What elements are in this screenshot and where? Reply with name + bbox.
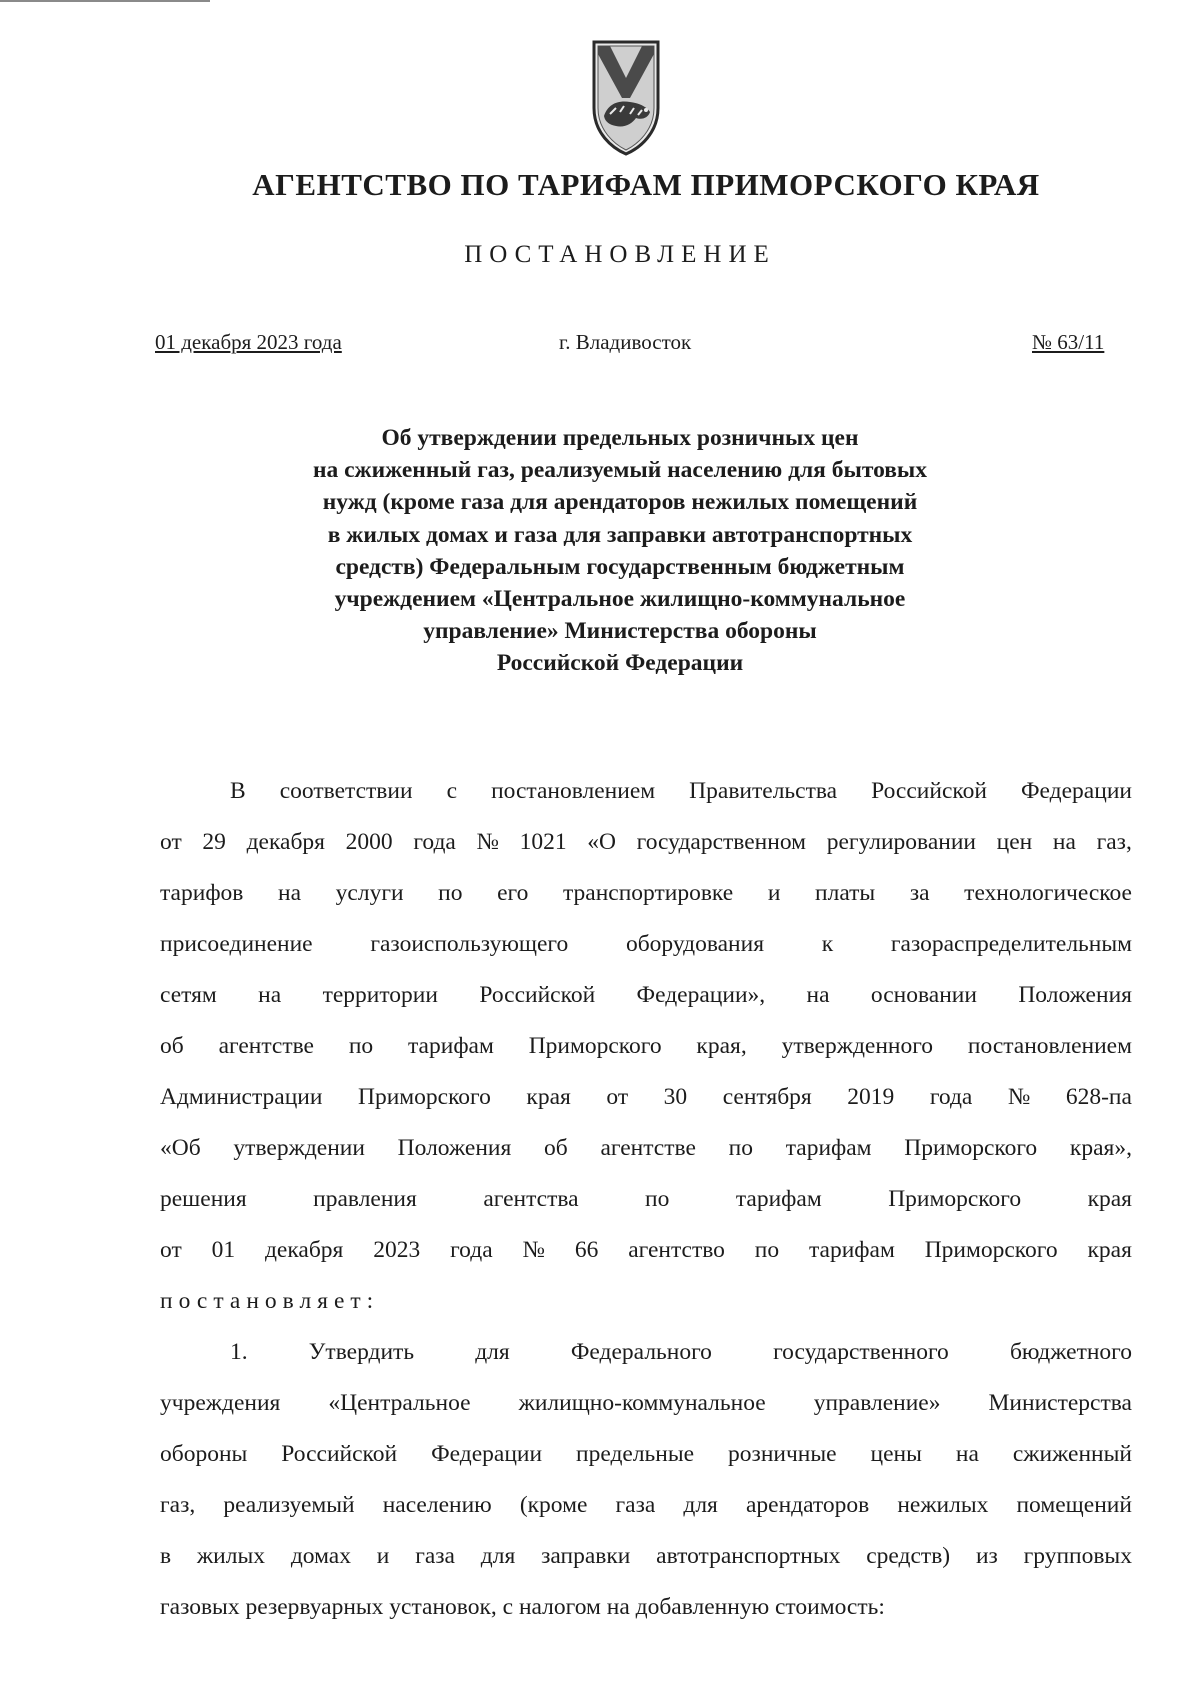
body-word: соответствии bbox=[279, 778, 413, 804]
body-line bbox=[160, 1084, 1132, 1135]
body-word: Утвердить bbox=[308, 1339, 415, 1365]
body-word: технологическое bbox=[964, 880, 1132, 906]
body-word: территории bbox=[322, 982, 438, 1008]
body-word: газа bbox=[415, 1543, 455, 1569]
body-word: газ, bbox=[1096, 829, 1132, 855]
title-line: в жилых домах и газа для заправки автотранспортных bbox=[327, 521, 913, 548]
body-word: домах bbox=[290, 1543, 351, 1569]
title-line: средств) Федеральным государственным бюджетным bbox=[335, 553, 905, 580]
body-word: агентстве bbox=[600, 1135, 696, 1161]
body-word: тарифам bbox=[408, 1033, 494, 1059]
body-word: автотранспортных bbox=[656, 1543, 841, 1569]
body-word: края bbox=[526, 1084, 571, 1110]
body-word: 1021 bbox=[519, 829, 567, 855]
body-word: для bbox=[683, 1492, 718, 1518]
body-word: 66 bbox=[574, 1237, 599, 1263]
body-word: присоединение bbox=[160, 931, 313, 957]
body-line bbox=[160, 1237, 1132, 1288]
body-word: 1. bbox=[230, 1339, 248, 1365]
body-word: по bbox=[728, 1135, 753, 1161]
body-word: государственном bbox=[636, 829, 807, 855]
body-word: на bbox=[1052, 829, 1076, 855]
body-word: средств) bbox=[866, 1543, 951, 1569]
body-word: на bbox=[258, 982, 282, 1008]
body-word: в bbox=[160, 1543, 172, 1569]
title-line: Российской Федерации bbox=[496, 650, 744, 677]
body-word: года bbox=[450, 1237, 493, 1263]
body-word: газоиспользующего bbox=[370, 931, 569, 957]
document-type: ПОСТАНОВЛЕНИЕ bbox=[464, 241, 776, 268]
body-word: 628-па bbox=[1065, 1084, 1132, 1110]
body-word: от bbox=[160, 829, 182, 855]
body-word: групповых bbox=[1023, 1543, 1132, 1569]
body-word: реализуемый bbox=[223, 1492, 355, 1518]
body-word: края, bbox=[696, 1033, 747, 1059]
body-word: газораспределительным bbox=[890, 931, 1132, 957]
body-word: Положения bbox=[1018, 982, 1132, 1008]
body-line bbox=[160, 1543, 1132, 1594]
body-word: цены bbox=[870, 1441, 922, 1467]
body-word: жилых bbox=[196, 1543, 266, 1569]
body-word: агентстве bbox=[218, 1033, 314, 1059]
body-word: за bbox=[909, 880, 930, 906]
body-word: 30 bbox=[663, 1084, 688, 1110]
body-word: Министерства bbox=[988, 1390, 1132, 1416]
body-word: Российской bbox=[479, 982, 596, 1008]
body-word: декабря bbox=[264, 1237, 344, 1263]
body-word: помещений bbox=[1016, 1492, 1132, 1518]
agency-name: АГЕНТСТВО ПО ТАРИФАМ ПРИМОРСКОГО КРАЯ bbox=[252, 167, 1040, 202]
body-word: по bbox=[438, 880, 463, 906]
body-word: его bbox=[497, 880, 529, 906]
body-word: обороны bbox=[160, 1441, 248, 1467]
document-number: № 63/11 bbox=[1032, 330, 1105, 354]
body-word: оборудования bbox=[625, 931, 765, 957]
body-line: газовых резервуарных установок, с налогом на добавленную стоимость: bbox=[160, 1594, 885, 1620]
body-line bbox=[160, 931, 1132, 982]
body-word: основании bbox=[870, 982, 977, 1008]
title-line: Об утверждении предельных розничных цен bbox=[381, 425, 859, 451]
body-word: «Центральное bbox=[328, 1390, 471, 1416]
body-word: бюджетного bbox=[1009, 1339, 1132, 1365]
body-word: предельные bbox=[576, 1441, 695, 1467]
body-word: от bbox=[160, 1237, 182, 1263]
body-line: постановляет: bbox=[160, 1288, 380, 1314]
body-word: 01 bbox=[211, 1237, 236, 1263]
body-word: 2019 bbox=[847, 1084, 895, 1110]
body-word: по bbox=[348, 1033, 374, 1059]
body-word: 29 bbox=[202, 829, 226, 855]
body-word: тарифам bbox=[785, 1135, 872, 1161]
body-word: Приморского bbox=[357, 1084, 491, 1110]
body-word: транспортировке bbox=[562, 880, 734, 906]
title-line: управление» Министерства обороны bbox=[423, 618, 817, 645]
body-word: № bbox=[522, 1237, 545, 1263]
body-word: на bbox=[955, 1441, 979, 1467]
body-word: и bbox=[376, 1543, 390, 1569]
body-line bbox=[160, 1492, 1132, 1543]
body-word: для bbox=[475, 1339, 510, 1365]
body-line bbox=[160, 1135, 1132, 1186]
body-line bbox=[160, 829, 1132, 880]
title-line: нужд (кроме газа для арендаторов нежилых помещений bbox=[322, 489, 918, 516]
body-word: Положения bbox=[397, 1135, 512, 1161]
body-word: агентство bbox=[628, 1237, 725, 1263]
body-word: года bbox=[413, 829, 456, 855]
body-word: об bbox=[160, 1033, 184, 1059]
body-line bbox=[160, 1441, 1132, 1492]
body-word: по bbox=[645, 1186, 670, 1212]
body-word: заправки bbox=[541, 1543, 631, 1569]
body-word: на bbox=[278, 880, 302, 906]
body-word: Российской bbox=[281, 1441, 398, 1467]
body-word: № bbox=[476, 829, 499, 855]
document-body bbox=[160, 778, 1132, 1645]
body-line bbox=[160, 982, 1132, 1033]
body-word: сжиженный bbox=[1012, 1441, 1132, 1467]
body-word: декабря bbox=[246, 829, 325, 855]
body-word: сетям bbox=[160, 982, 217, 1008]
body-word: учреждения bbox=[160, 1390, 281, 1416]
body-word: края», bbox=[1069, 1135, 1132, 1161]
body-word: по bbox=[754, 1237, 780, 1263]
body-word: об bbox=[544, 1135, 568, 1161]
body-word: арендаторов bbox=[745, 1492, 870, 1518]
body-word: Федерации bbox=[1020, 778, 1132, 804]
body-word: населению bbox=[382, 1492, 492, 1518]
body-word: решения bbox=[160, 1186, 247, 1212]
body-word: тарифам bbox=[735, 1186, 822, 1212]
body-word: к bbox=[821, 931, 834, 957]
body-word: от bbox=[606, 1084, 629, 1110]
document-date: 01 декабря 2023 года bbox=[155, 330, 342, 354]
body-word: года bbox=[929, 1084, 973, 1110]
document-city: г. Владивосток bbox=[559, 330, 692, 354]
body-word: № bbox=[1007, 1084, 1031, 1110]
body-word: газа bbox=[615, 1492, 656, 1518]
body-word: В bbox=[230, 778, 246, 804]
body-word: «Об bbox=[160, 1135, 201, 1161]
body-word: Приморского bbox=[924, 1237, 1058, 1263]
body-word: правления bbox=[313, 1186, 417, 1212]
body-word: (кроме bbox=[519, 1492, 588, 1518]
body-word: для bbox=[480, 1543, 516, 1569]
body-word: тарифам bbox=[808, 1237, 895, 1263]
title-line: учреждением «Центральное жилищно-коммунальное bbox=[334, 586, 906, 613]
body-word: розничные bbox=[728, 1441, 837, 1467]
body-word: цен bbox=[996, 829, 1033, 855]
body-word: агентства bbox=[483, 1186, 579, 1212]
body-word: с bbox=[446, 778, 458, 804]
primorsky-krai-coat-of-arms-icon bbox=[590, 38, 662, 156]
body-word: газ, bbox=[160, 1492, 196, 1518]
body-word: Администрации bbox=[160, 1084, 323, 1110]
body-line bbox=[160, 1390, 1132, 1441]
body-word: Российской bbox=[871, 778, 987, 804]
body-word: 2023 bbox=[373, 1237, 421, 1263]
body-line bbox=[160, 1033, 1132, 1084]
body-word: Федерации», bbox=[636, 982, 766, 1008]
title-line: на сжиженный газ, реализуемый населению для бытовых bbox=[312, 457, 928, 484]
body-word: утверждении bbox=[233, 1135, 365, 1161]
body-word: из bbox=[975, 1543, 998, 1569]
body-word: Федерального bbox=[570, 1339, 712, 1365]
body-word: государственного bbox=[773, 1339, 949, 1365]
body-line bbox=[160, 778, 1132, 829]
body-word: и bbox=[767, 880, 781, 906]
body-word: 2000 bbox=[345, 829, 393, 855]
scan-edge-mark bbox=[0, 0, 210, 2]
body-line bbox=[160, 1186, 1132, 1237]
body-word: постановлением bbox=[491, 778, 656, 804]
document-title bbox=[0, 422, 1200, 680]
body-word: нежилых bbox=[897, 1492, 989, 1518]
body-word: тарифов bbox=[160, 880, 244, 906]
body-word: постановлением bbox=[967, 1033, 1132, 1059]
body-word: платы bbox=[815, 880, 876, 906]
body-word: жилищно-коммунальное bbox=[518, 1390, 766, 1416]
body-word: сентября bbox=[722, 1084, 812, 1110]
body-word: Приморского bbox=[888, 1186, 1022, 1212]
body-word: «О bbox=[587, 829, 616, 855]
body-line bbox=[160, 1339, 1132, 1390]
body-line bbox=[160, 880, 1132, 931]
body-word: Приморского bbox=[528, 1033, 662, 1059]
body-word: на bbox=[806, 982, 830, 1008]
body-word: Приморского bbox=[904, 1135, 1038, 1161]
body-word: края bbox=[1087, 1237, 1132, 1263]
body-word: края bbox=[1087, 1186, 1132, 1212]
body-word: управление» bbox=[813, 1390, 941, 1416]
body-word: услуги bbox=[335, 880, 404, 906]
body-word: Правительства bbox=[689, 778, 838, 804]
body-word: регулировании bbox=[826, 829, 976, 855]
body-word: Федерации bbox=[431, 1441, 543, 1467]
body-word: утвержденного bbox=[781, 1033, 934, 1059]
